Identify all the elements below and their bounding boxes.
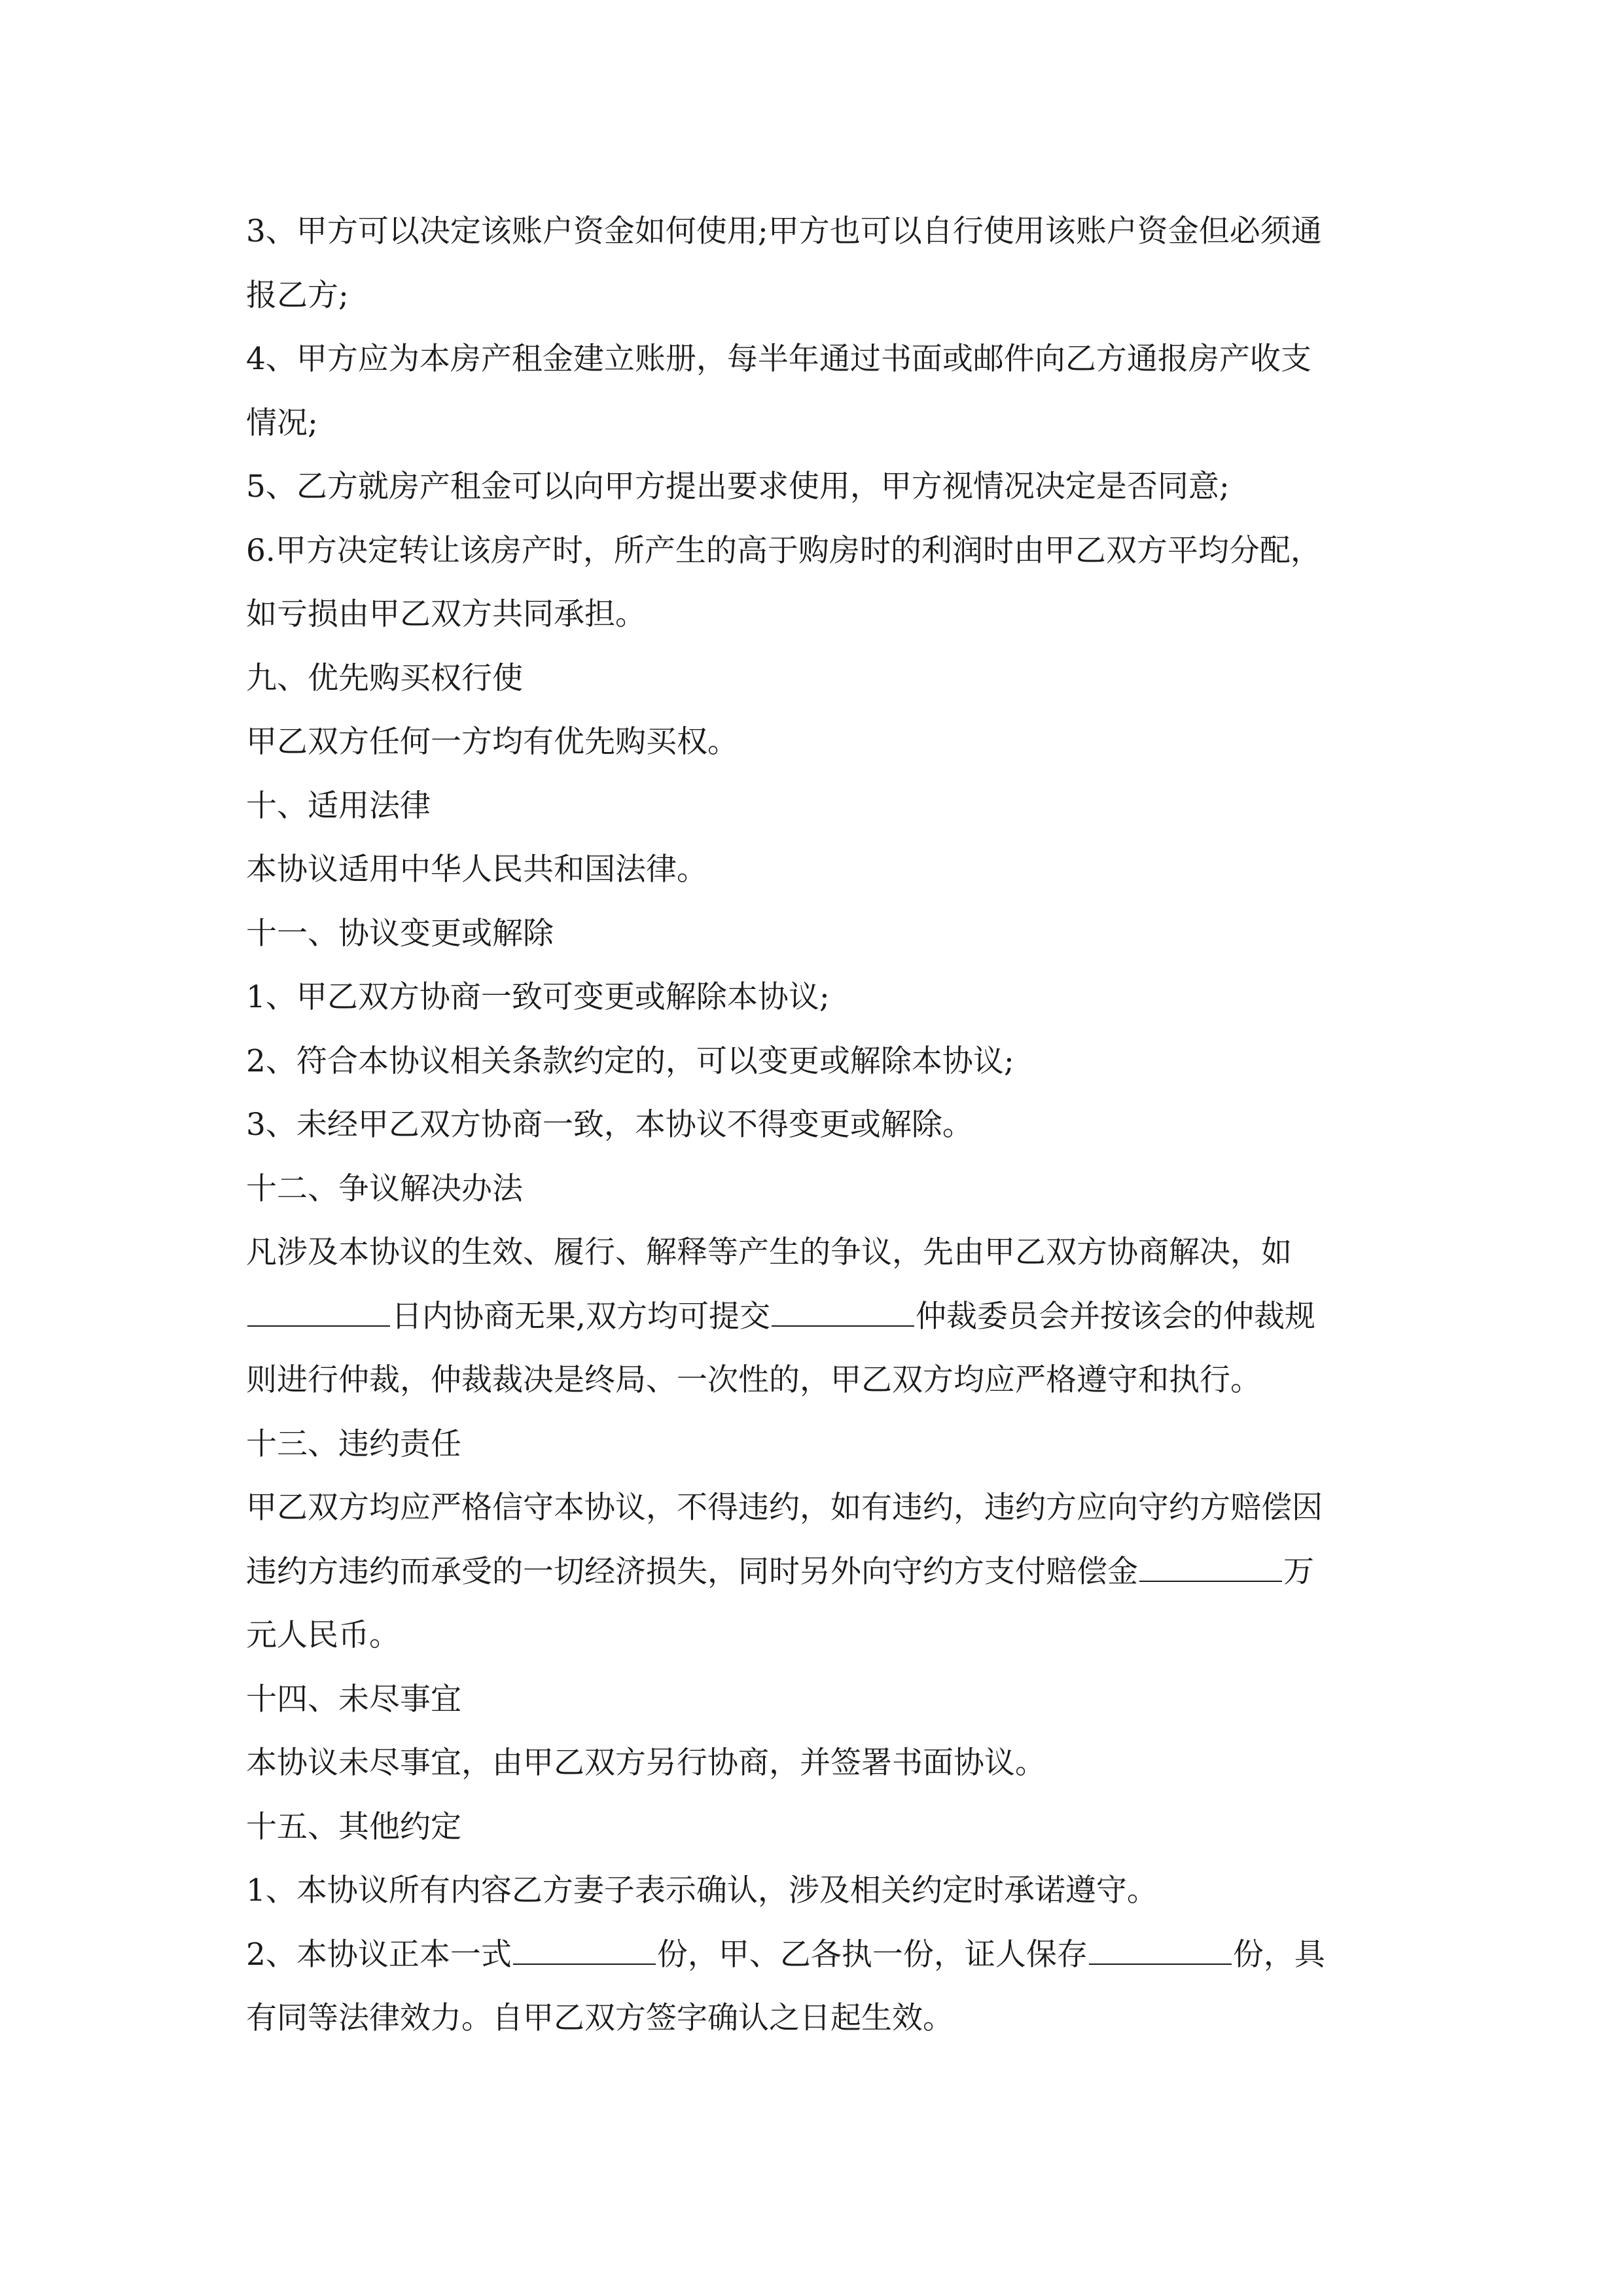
fill-in-blank-compensation[interactable] [1139,1580,1282,1582]
section-heading: 十一、协议变更或解除 [246,915,554,952]
fill-in-blank-witness-copies[interactable] [1089,1963,1232,1965]
text-line: 2、本协议正本一式 份，甲、乙各执一份，证人保存 份，具 [246,1936,1325,1973]
text-line: 本协议适用中华人民共和国法律。 [246,852,707,888]
document-body [246,200,1385,2051]
text-line: 则进行仲裁，仲裁裁决是终局、一次性的，甲乙双方均应严格遵守和执行。 [246,1362,1261,1398]
text-line: 甲乙双方均应严格信守本协议，不得违约，如有违约，违约方应向守约方赔偿因 [246,1490,1323,1526]
text-line: 甲乙双方任何一方均有优先购买权。 [246,724,738,760]
text-line: 凡涉及本协议的生效、履行、解释等产生的争议，先由甲乙双方协商解决，如 [246,1234,1292,1270]
text-line: 3、甲方可以决定该账户资金如何使用;甲方也可以自行使用该账户资金但必须通 [246,213,1322,249]
fill-in-blank-arbitration-commission[interactable] [772,1325,914,1327]
text-line: 2、符合本协议相关条款约定的，可以变更或解除本协议; [246,1043,1014,1079]
text-line: 1、本协议所有内容乙方妻子表示确认，涉及相关约定时承诺遵守。 [246,1873,1158,1909]
text-line: 有同等法律效力。自甲乙双方签字确认之日起生效。 [246,2000,954,2036]
text-line: 本协议未尽事宜，由甲乙双方另行协商，并签署书面协议。 [246,1745,1046,1781]
text-line: 4、甲方应为本房产租金建立账册，每半年通过书面或邮件向乙方通报房产收支 [246,341,1311,377]
text-line: 违约方违约而承受的一切经济损失，同时另外向守约方支付赔偿金 万 [246,1553,1314,1590]
section-heading: 十五、其他约定 [246,1808,461,1845]
fill-in-blank-days[interactable] [247,1325,390,1327]
text-line: 1、甲乙双方协商一致可变更或解除本协议; [246,979,830,1015]
text-line: 元人民币。 [246,1617,400,1653]
fill-in-blank-copies[interactable] [513,1963,656,1965]
section-heading: 九、优先购买权行使 [246,660,523,696]
section-heading: 十、适用法律 [246,787,431,824]
section-heading: 十二、争议解决办法 [246,1170,523,1207]
text-line: 日内协商无果,双方均可提交 仲裁委员会并按该会的仲裁规 [246,1285,1385,1349]
section-heading: 十四、未尽事宜 [246,1681,461,1717]
text-line: 如亏损由甲乙双方共同承担。 [246,596,646,632]
text-line: 5、乙方就房产租金可以向甲方提出要求使用，甲方视情况决定是否同意; [246,469,1230,505]
text-line: 3、未经甲乙双方协商一致，本协议不得变更或解除。 [246,1107,973,1143]
text-line: 情况; [246,404,318,441]
section-heading: 十三、违约责任 [246,1426,461,1462]
text-line: 6.甲方决定转让该房产时，所产生的高于购房时的利润时由甲乙双方平均分配， [246,532,1321,569]
text-line: 报乙方; [246,277,349,314]
